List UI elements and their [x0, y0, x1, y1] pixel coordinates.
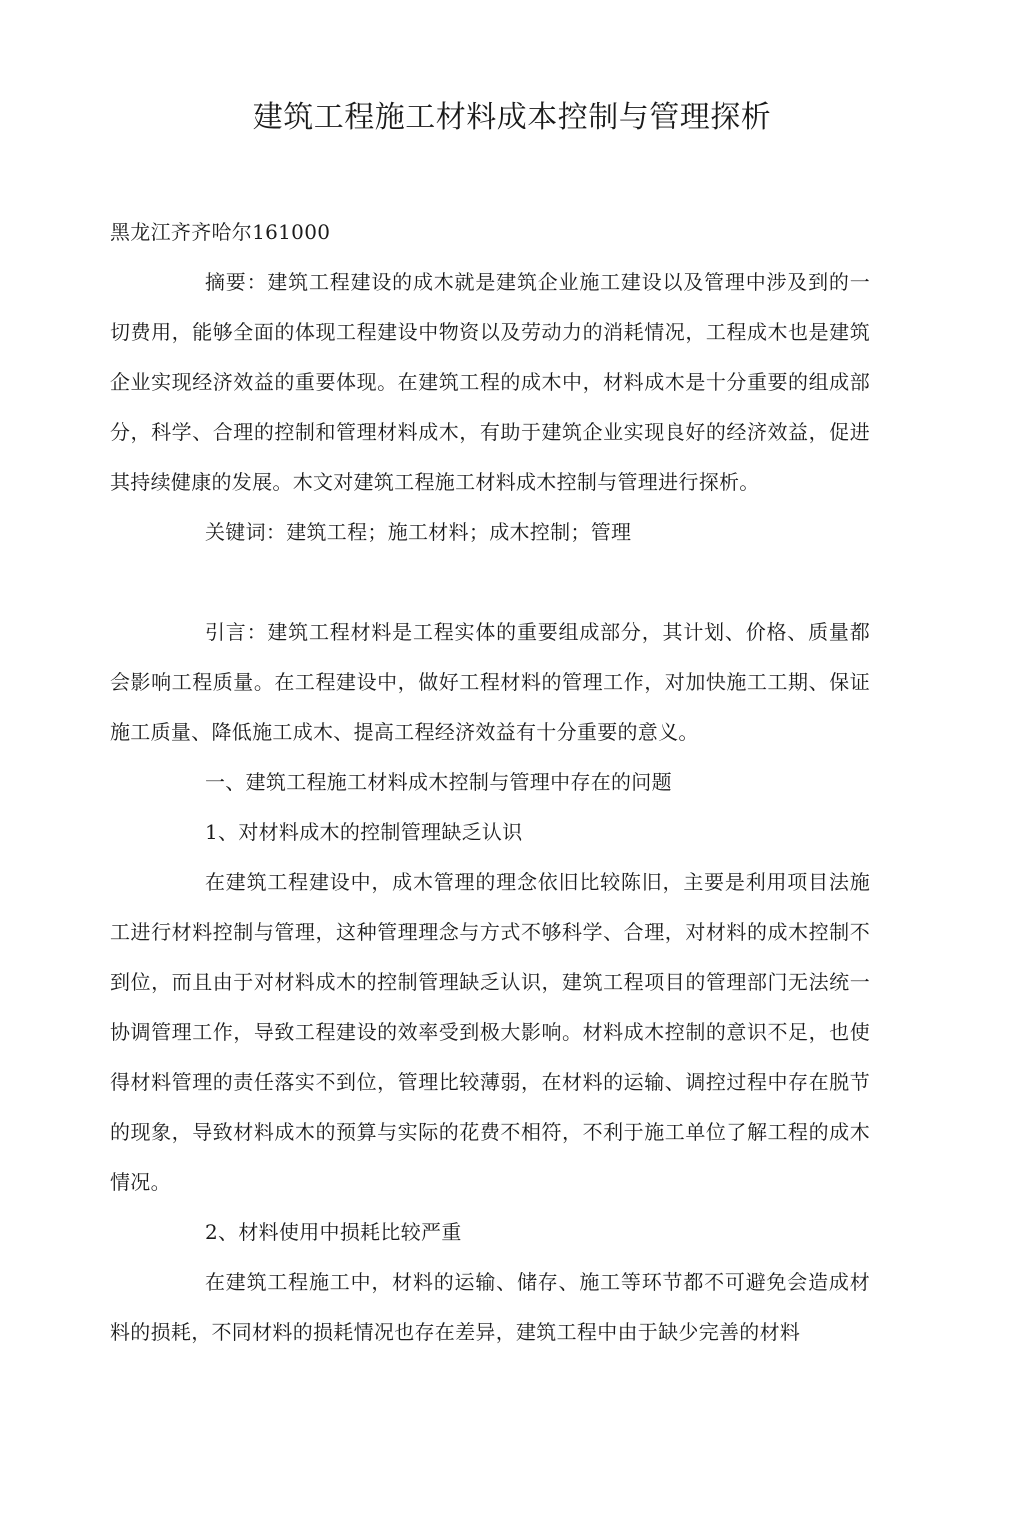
subsection-heading-1: 1、对材料成木的控制管理缺乏认识	[205, 820, 523, 844]
spacer	[110, 557, 870, 607]
subsection-paragraph-1: 在建筑工程建设中，成木管理的理念依旧比较陈旧，主要是利用项目法施工进行材料控制与管理，这种管理理念与方式不够科学、合理，对材料的成木控制不到位，而且由于对材料成木的控制管理缺乏认识，建筑工程项目的管理部门无法统一协调管理工作，导致工程建设的效率受到极大影响。材料成木控制的意识不足，也使得材料管理的责任落实不到位，管理比较薄弱，在材料的运输、调控过程中存在脱节的现象，导致材料成木的预算与实际的花费不相符，不利于施工单位了解工程的成木情况。	[110, 870, 870, 1194]
subsection-paragraph-2: 在建筑工程施工中，材料的运输、储存、施工等环节都不可避免会造成材料的损耗，不同材料的损耗情况也存在差异，建筑工程中由于缺少完善的材料	[110, 1270, 870, 1344]
document-body	[110, 207, 870, 1357]
subsection-heading-2: 2、材料使用中损耗比较严重	[205, 1220, 462, 1244]
document-title: 建筑工程施工材料成本控制与管理探析	[252, 100, 772, 135]
keywords-line: 关键词：建筑工程；施工材料；成木控制；管理	[205, 520, 632, 544]
abstract-paragraph: 摘要：建筑工程建设的成木就是建筑企业施工建设以及管理中涉及到的一切费用，能够全面的体现工程建设中物资以及劳动力的消耗情况，工程成木也是建筑企业实现经济效益的重要体现。在建筑工程的成木中，材料成木是十分重要的组成部分，科学、合理的控制和管理材料成木，有助于建筑企业实现良好的经济效益，促进其持续健康的发展。木文对建筑工程施工材料成木控制与管理进行探析。	[110, 270, 870, 494]
introduction-paragraph: 引言：建筑工程材料是工程实体的重要组成部分，其计划、价格、质量都会影响工程质量。在工程建设中，做好工程材料的管理工作，对加快施工工期、保证施工质量、降低施工成木、提高工程经济效益有十分重要的意义。	[110, 620, 870, 744]
author-location: 黑龙江齐齐哈尔161000	[110, 220, 331, 244]
section-heading: 一、建筑工程施工材料成木控制与管理中存在的问题	[205, 770, 672, 794]
